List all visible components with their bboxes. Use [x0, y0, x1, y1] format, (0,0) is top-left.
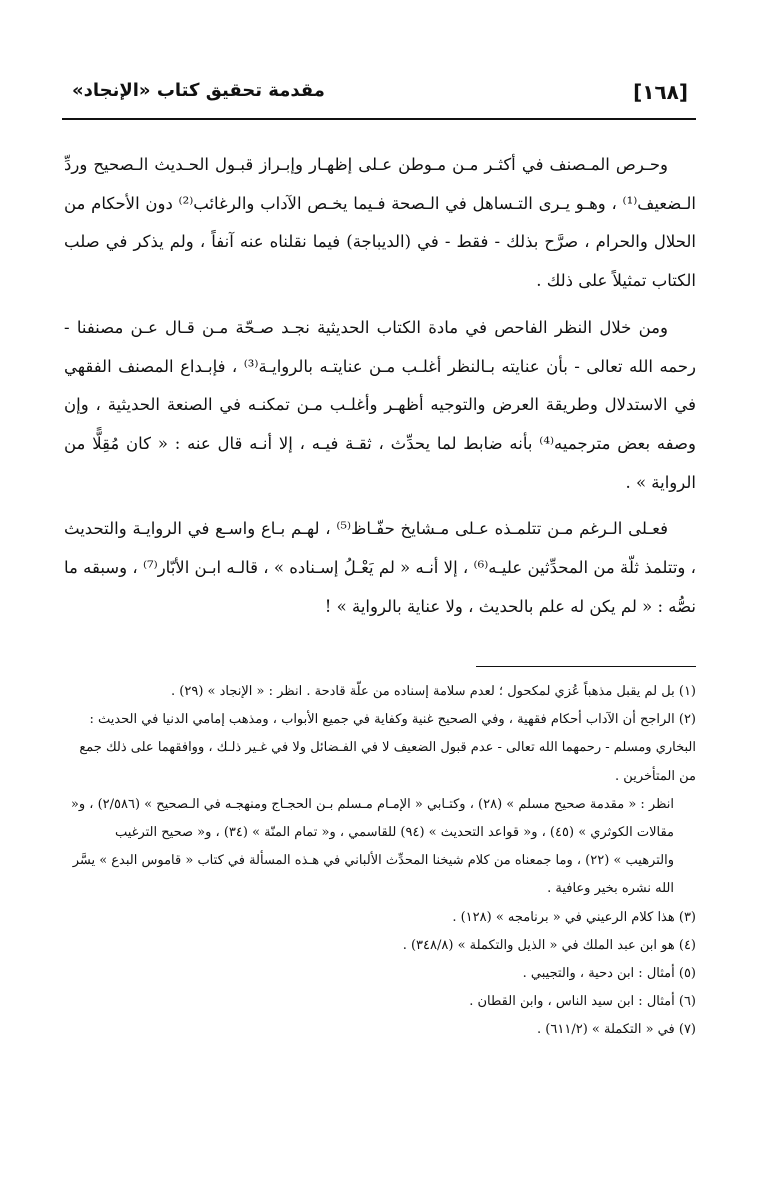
footnote: (٣) هذا كلام الرعيني في « برنامجه » (١٢٨) .: [452, 909, 696, 925]
running-title: مقدمة تحقيق كتاب «الإنجاد»: [72, 80, 325, 101]
main-text: [64, 146, 696, 626]
paragraph: ومن خلال النظر الفاحص في مادة الكتاب الحديثية نجـد صـحّة مـن قـال عـن مصنفنا - رحمه الله تعالى - بأن عنايته بـالنظر أغلـب مـن عنايتـه بالروايـة⁽³⁾ ، فإبـداع المصنف الفقهي في الاستدلال وطريقة العرض والتوجيه أظهـر وأغلـب مـن تمكنـه في الصنعة الحديثية ، وإن وصفه بعض مترجميه⁽⁴⁾ بأنه ضابط لما يحدِّث ، ثقـة فيـه ، إلا أنـه قال عنه : « كان مُقِلًّا من الرواية » .: [64, 317, 697, 492]
footnote-divider: [476, 666, 696, 667]
footnote: (٦) أمثال : ابن سيد الناس ، وابن القطان .: [469, 994, 696, 1010]
footnote: (١) بل لم يقبل مذهباً عُزي لمكحول ؛ لعدم سلامة إسناده من علّة قادحة . انظر : « الإنجاد » (٢٩) .: [171, 684, 696, 699]
page-number: [١٦٨]: [633, 80, 688, 104]
footnote-continuation: انظر : « مقدمة صحيح مسلم » (٢٨) ، وكتـابي « الإمـام مـسلم بـن الحجـاج ومنهجـه في الـصحيح » (٢/٥٨٦) ، و« مقالات الكوثري » (٤٥) ، و« قواعد التحديث » (٩٤) للقاسمي ، و« تمام المنّة » (٣٤) ، و« صحيح الترغيب والترهيب » (٢٢) ، وما جمعناه من كلام شيخنا المحدِّث الألباني في هـذه المسألة في كتاب « قاموس البدع » يسَّر الله نشره بخير وعافية .: [70, 796, 674, 897]
footnote: (٢) الراجح أن الآداب أحكام فقهية ، وفي الصحيح غنية وكفاية في جميع الأبواب ، ومذهب إمامي الدنيا في الحديث : البخاري ومسلم - رحمهما الله تعالى - عدم قبول الضعيف لا في الفـضائل ولا في غـير ذلـك ، ووافقهما على ذلك جمع من المتأخرين .: [79, 712, 696, 784]
page-header: [64, 72, 696, 112]
footnotes: [64, 678, 696, 1045]
footnote: (٧) في « التكملة » (٦١١/٢) .: [537, 1022, 696, 1038]
paragraph: فعـلى الـرغم مـن تتلمـذه عـلى مـشايخ حفّـاظ⁽⁵⁾ ، لهـم بـاع واسـع في الروايـة والتحديث ، وتتلمذ ثلّة من المحدِّثين عليـه⁽⁶⁾ ، إلا أنـه « لم يَعْـلُ إسـناده » ، قالـه ابـن الأبّار⁽⁷⁾ ، وسبقه ما نصُّه : « لم يكن له علم بالحديث ، ولا عناية بالرواية » !: [64, 519, 696, 616]
footnote: (٤) هو ابن عبد الملك في « الذيل والتكملة » (٣٤٨/٨) .: [402, 937, 696, 953]
paragraph: وحـرص المـصنف في أكثـر مـن مـوطن عـلى إظهـار وإبـراز قبـول الحـديث الـصحيح وردِّ الـضعيف⁽¹⁾ ، وهـو يـرى التـساهل في الـصحة فـيما يخـص الآداب والرغائب⁽²⁾ دون الأحكام من الحلال والحرام ، صرَّح بذلك - فقط - في (الديباجة) فيما نقلناه عنه آنفاً ، ولم يذكر في صلب الكتاب تمثيلاً على ذلك .: [64, 155, 697, 291]
header-divider: [62, 118, 696, 120]
footnote: (٥) أمثال : ابن دحية ، والتجيبي .: [522, 966, 696, 982]
